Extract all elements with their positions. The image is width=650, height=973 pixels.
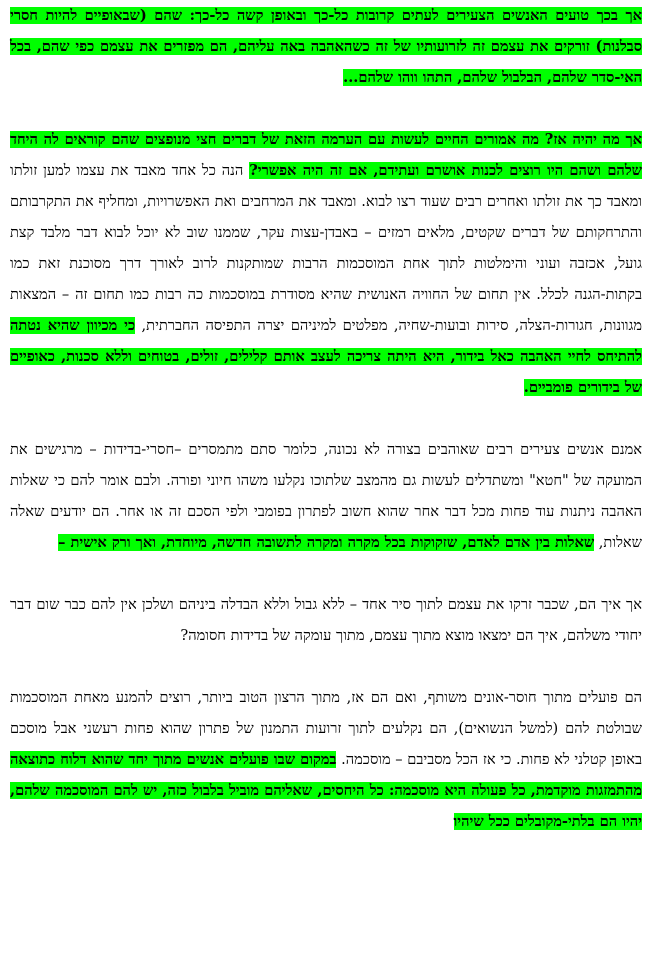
paragraph	[10, 589, 642, 651]
paragraph	[10, 0, 642, 93]
highlighted-text: אך בכך טועים האנשים הצעירים לעתים קרובות	[348, 7, 642, 24]
paragraph	[10, 682, 642, 837]
highlighted-text: במקום שבו פועלים אנשים מתוך יחד שהוא דלוח כתוצאה מהתמזגות מוקדמת, כל פעולה היא מוסכמה: כל היחסים, שאליהם מוביל בלבול כזה, יש להם המוסכמה שלהם, יהיו הם בלתי-מקובלים ככל שיהיו	[10, 751, 642, 830]
highlighted-text: כי מכיוון שהיא נטתה להתיחס לחיי האהבה כאל בידור, היא היתה צריכה לעצב אותם קלילים, זולים, בטוחים וללא סכנות, כאופיים של בידורים פומביים.	[10, 317, 642, 396]
body-text: אך איך הם, שכבר זרקו את עצמם לתוך סיר אחד – ללא גבול וללא הבדלה ביניהם ושלכן אין להם כבר שום דבר יחודי משלהם, איך הם ימצאו מוצא מתוך עצמם, מתוך עומקה של בדידות חסומה?	[10, 596, 642, 644]
highlighted-text: כל-כך ובאופן קשה כל-כך: שהם (שבאופיים להיות חסרי סבלנות) זורקים את עצמם זה לזרועותיו של זה כשהאהבה באה עליהם, הם מפזרים את עצמם כפי שהם, בכל האי-סדר שלהם, הבלבול שלהם, התהו ווהו שלהם...	[10, 7, 642, 86]
body-text: אמנם אנשים צעירים רבים שאוהבים בצורה לא נכונה, כלומר סתם מתמסרים –חסרי-בדידות – מרגישים את המועקה של "חטא" ומשתדלים לעשות גם מהמצב שלתוכו נקלעו משהו חיוני ופורה. ולבם אומר להם כי שאלות האהבה ניתנות עוד פחות מכל דבר אחר שהוא חשוב לפתרון בפומבי ולפי הסכם זה או אחר. הם יודעים שאלה שאלות,	[10, 441, 642, 551]
body-text: הנה כל אחד מאבד את עצמו למען זולתו ומאבד כך את זולתו ואחרים רבים שעוד רצו לבוא. ומאבד את המרחבים ואת האפשרויות, ומחליף את התקרבותם והתרחקותם של דברים שקטים, מלאים רמזים – באבדן-עצות עקר, שממנו שוב לא יוכל לבוא דבר מלבד קצת גועל, אכזבה ועוני והימלטות לתוך אחת המוסכמות הרבות שמותקנות לרוב לאורך דרך מסוכנת זאת כמו בקתות-הגנה לכלל. אין תחום של החוויה האנושית שהיא מסודרת במוסכמות כה רבות כמו תחום זה – המצאות מגוונות, חגורות-הצלה, סירות ובועות-שחיה, מפלטים למיניהם יצרה התפיסה החברתית,	[10, 162, 643, 334]
document-body	[10, 0, 642, 868]
body-text: הם פועלים מתוך חוסר-אונים משותף, ואם הם אז, מתוך הרצון הטוב ביותר, רוצים להמנע מאחת המוסכמות שבולטת להם (למשל הנשואים), הם נקלעים לתוך זרועות התמנון של פתרון שהוא פחות רעשני אבל מוסכם באופן קטלני לא פחות. כי אז הכל מסביבם – מוסכמה.	[10, 689, 642, 768]
paragraph	[10, 434, 642, 558]
highlighted-text: אך מה יהיה אז? מה אמורים החיים לעשות עם הערמה הזאת של דברים חצי מנופצים שהם קוראים לה היחד שלהם ושהם היו רוצים לכנות אושרם ועתידם, אם זה היה אפשרי?	[10, 131, 642, 179]
paragraph	[10, 124, 642, 403]
highlighted-text: שאלות בין אדם לאדם, שזקוקות בכל מקרה ומקרה לתשובה חדשה, מיוחדת, ואך ורק אישית –	[58, 534, 595, 551]
